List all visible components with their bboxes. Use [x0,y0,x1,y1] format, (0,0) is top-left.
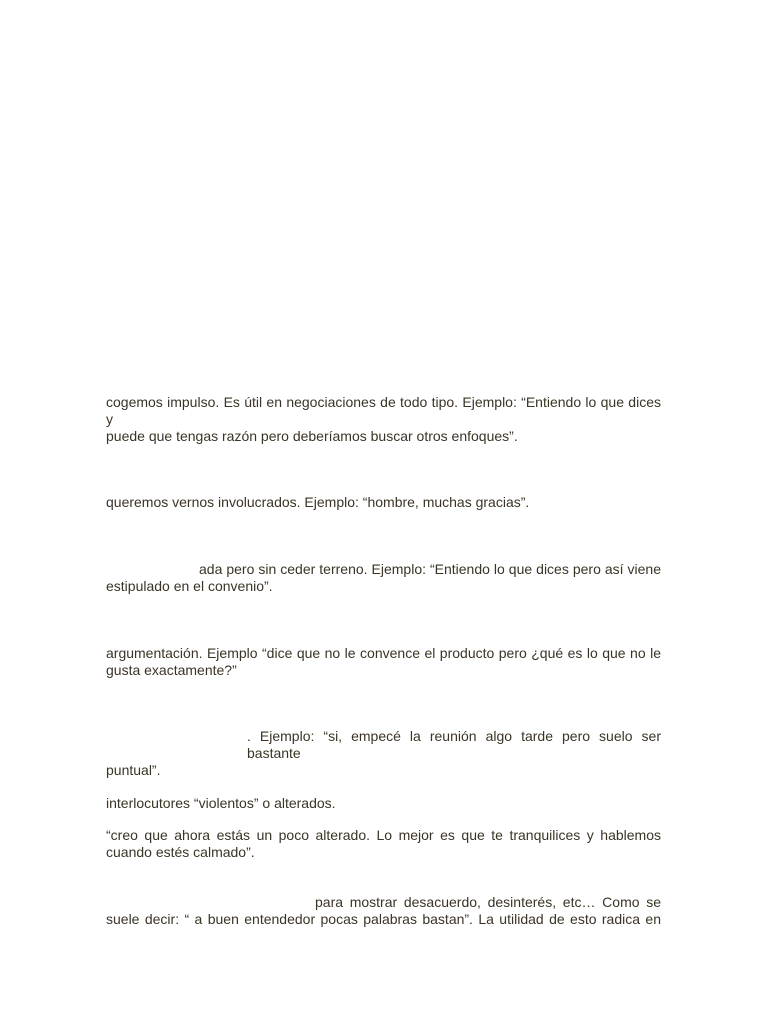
text-line: suele decir: “ a buen entendedor pocas palabras bastan”. La utilidad de esto radica en [106,911,661,927]
paragraph [106,894,661,928]
paragraph [106,827,661,861]
text-line: puntual”. [106,762,161,778]
paragraph [106,645,661,679]
paragraph [106,394,661,445]
paragraph [106,795,661,812]
text-line: cogemos impulso. Es útil en negociaciones de todo tipo. Ejemplo: “Entiendo lo que dices y [106,394,661,427]
text-line: interlocutores “violentos” o alterados. [106,795,336,811]
text-line: ada pero sin ceder terreno. Ejemplo: “Entiendo lo que dices pero así viene [199,561,661,577]
paragraph [106,728,661,779]
text-line: cuando estés calmado”. [106,844,255,860]
paragraph [106,561,661,595]
text-line: para mostrar desacuerdo, desinterés, etc… Como se [315,894,661,910]
text-line: gusta exactamente?” [106,662,237,678]
text-line: “creo que ahora estás un poco alterado. Lo mejor es que te tranquilices y hablemos [106,827,661,843]
text-line: queremos vernos involucrados. Ejemplo: “hombre, muchas gracias”. [106,494,530,510]
text-line: argumentación. Ejemplo “dice que no le convence el producto pero ¿qué es lo que no le [106,645,661,661]
text-line: . Ejemplo: “si, empecé la reunión algo tarde pero suelo ser bastante [247,728,661,761]
text-line: estipulado en el convenio”. [106,578,273,594]
paragraph [106,494,661,511]
text-line: puede que tengas razón pero deberíamos buscar otros enfoques”. [106,428,518,444]
